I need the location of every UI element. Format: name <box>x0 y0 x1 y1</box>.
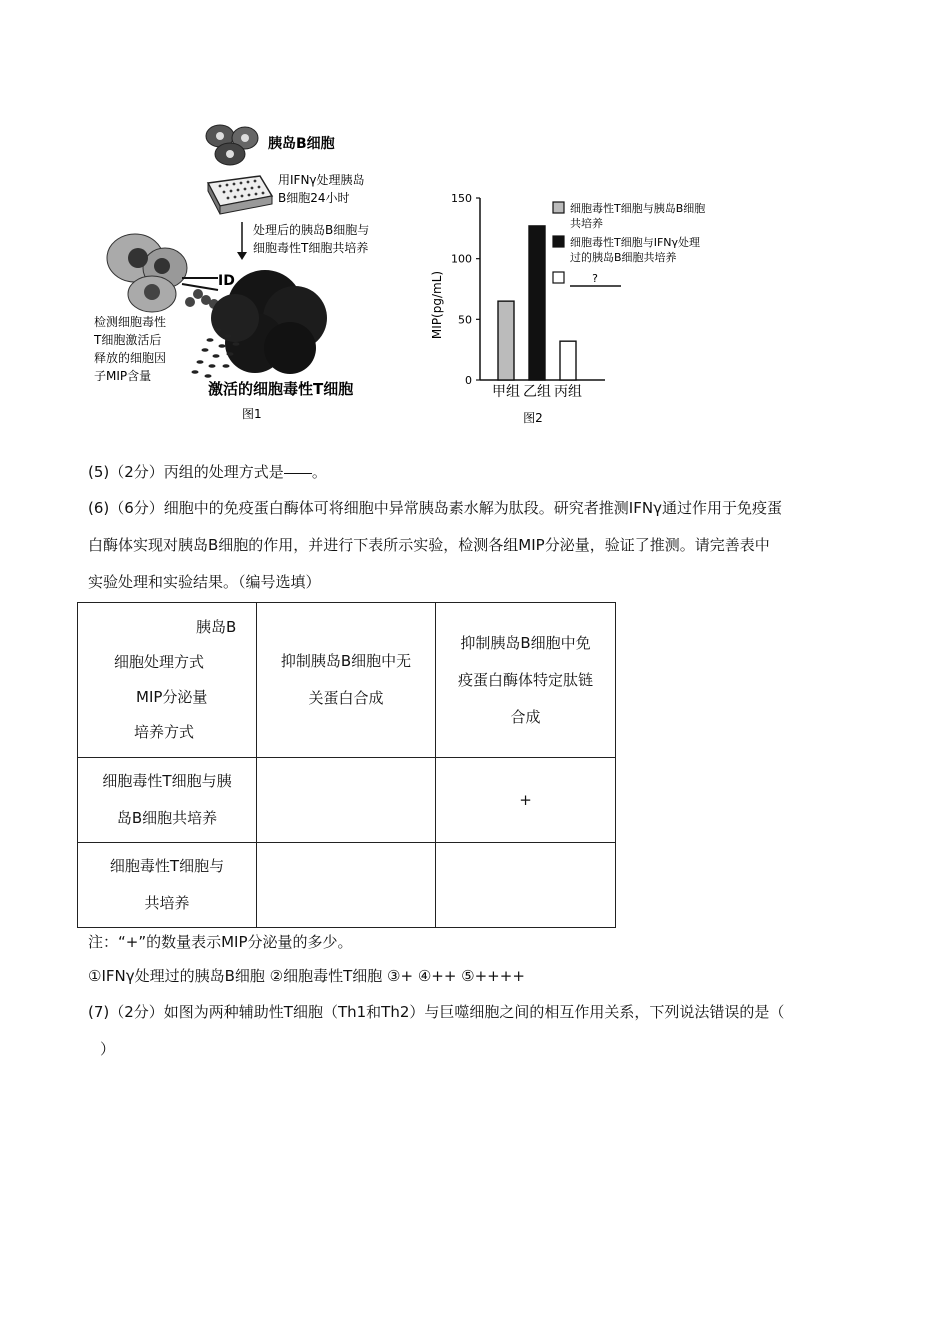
figure-2-caption: 图2 <box>523 411 543 425</box>
table-col-2-header <box>436 603 616 758</box>
experiment-table <box>77 602 616 928</box>
y-axis-label: MIP(pg/mL) <box>430 270 444 340</box>
legend-label-1-line2: 共培养 <box>570 217 603 230</box>
row1-line1: 细胞毒性T细胞与胰 <box>102 772 232 790</box>
answer-options: ①IFNγ处理过的胰岛B细胞 ②细胞毒性T细胞 ③+ ④++ ⑤++++ <box>88 967 525 985</box>
bar-2 <box>529 226 545 380</box>
figure-1-caption: 图1 <box>242 407 262 421</box>
table-row-2-header <box>78 843 257 928</box>
q6-line-3: 实验处理和实验结果。（编号选填） <box>88 573 321 591</box>
q6-line-2: 白酶体实现对胰岛B细胞的作用，并进行下表所示实验，检测各组MIP分泌量，验证了推测。请完善表中 <box>88 536 770 554</box>
table-cell-r2c2[interactable] <box>436 843 616 928</box>
header-diag-2: 细胞处理方式 <box>114 653 205 671</box>
figure-1 <box>90 118 410 428</box>
receptor-icon <box>182 278 219 309</box>
table-note: 注：“+”的数量表示MIP分泌量的多少。 <box>88 933 353 951</box>
label-step1-line1: 用IFNγ处理胰岛 <box>278 173 365 187</box>
x-tick-label: 乙组 <box>523 384 551 400</box>
q5-answer-blank[interactable] <box>284 472 312 474</box>
x-tick-label: 丙组 <box>554 384 582 400</box>
x-tick-label: 甲组 <box>492 384 520 400</box>
legend-label-1-line1: 细胞毒性T细胞与胰岛B细胞 <box>570 202 706 215</box>
row2-line2: 共培养 <box>144 894 190 912</box>
q5-score: （2分） <box>109 463 164 481</box>
row1-line2: 岛B细胞共培养 <box>116 809 218 827</box>
legend-swatch-3 <box>553 272 564 283</box>
table-col-1-header <box>257 603 436 758</box>
label-step2-line1: 处理后的胰岛B细胞与 <box>253 223 370 237</box>
question-5 <box>88 454 327 491</box>
col2-line3: 合成 <box>510 707 541 726</box>
table-cell-r1c1[interactable] <box>257 758 436 843</box>
table-header-diagonal <box>78 603 257 758</box>
label-cells: 胰岛B细胞 <box>268 136 335 152</box>
q5-number: (5) <box>88 463 110 481</box>
label-step1-line2: B细胞24小时 <box>278 191 350 205</box>
label-detect-line3: 释放的细胞因 <box>94 351 167 365</box>
y-tick-label: 100 <box>451 252 472 266</box>
col2-line2: 疫蛋白酶体特定肽链 <box>457 670 593 689</box>
header-diag-4: 培养方式 <box>134 723 195 741</box>
table-cell-r2c1[interactable] <box>257 843 436 928</box>
legend-label-3: ? <box>592 272 598 285</box>
q6-line-1: (6)（6分）细胞中的免疫蛋白酶体可将细胞中异常胰岛素水解为肽段。研究者推测IFNγ通过作用于免疫蛋 <box>88 499 782 517</box>
label-id: ID <box>218 273 235 289</box>
q5-text: 丙组的处理方式是 <box>163 463 284 481</box>
y-tick-label: 50 <box>458 313 472 327</box>
label-detect-line2: T细胞激活后 <box>94 333 162 347</box>
row2-line1: 细胞毒性T细胞与 <box>109 857 225 875</box>
islet-b-cells-icon <box>206 125 258 165</box>
col1-line1: 抑制胰岛B细胞中无 <box>280 652 412 670</box>
bar-1 <box>498 301 514 380</box>
legend-swatch-1 <box>553 202 564 213</box>
label-activated: 激活的细胞毒性T细胞 <box>208 380 354 398</box>
label-detect-line1: 检测细胞毒性 <box>94 315 167 329</box>
bar-3 <box>560 341 576 380</box>
treated-islet-cells-icon <box>107 234 187 312</box>
q5-end: 。 <box>311 463 327 481</box>
legend-label-2-line2: 过的胰岛B细胞共培养 <box>570 251 677 264</box>
legend-swatch-2 <box>553 236 564 247</box>
y-tick-label: 150 <box>451 192 472 205</box>
header-diag-3: MIP分泌量 <box>136 688 208 706</box>
table-row-1-header <box>78 758 257 843</box>
figure-2-chart <box>425 190 770 428</box>
col1-line2: 关蛋白合成 <box>308 689 384 707</box>
header-diag-1: 胰岛B <box>196 618 237 636</box>
down-arrow-icon <box>237 222 247 260</box>
y-tick-label: 0 <box>465 374 472 387</box>
table-cell-r1c2: + <box>436 758 616 843</box>
label-detect-line4: 子MIP含量 <box>94 369 152 383</box>
legend-label-2-line1: 细胞毒性T细胞与IFNγ处理 <box>570 236 701 249</box>
label-step2-line2: 细胞毒性T细胞共培养 <box>253 241 369 255</box>
q7-line-2: ） <box>100 1040 116 1058</box>
col2-line1: 抑制胰岛B细胞中免 <box>460 633 591 652</box>
culture-plate-icon <box>208 176 272 214</box>
q7-line-1: (7)（2分）如图为两种辅助性T细胞（Th1和Th2）与巨噬细胞之间的相互作用关系，下列说法错误的是（ <box>88 1003 785 1021</box>
